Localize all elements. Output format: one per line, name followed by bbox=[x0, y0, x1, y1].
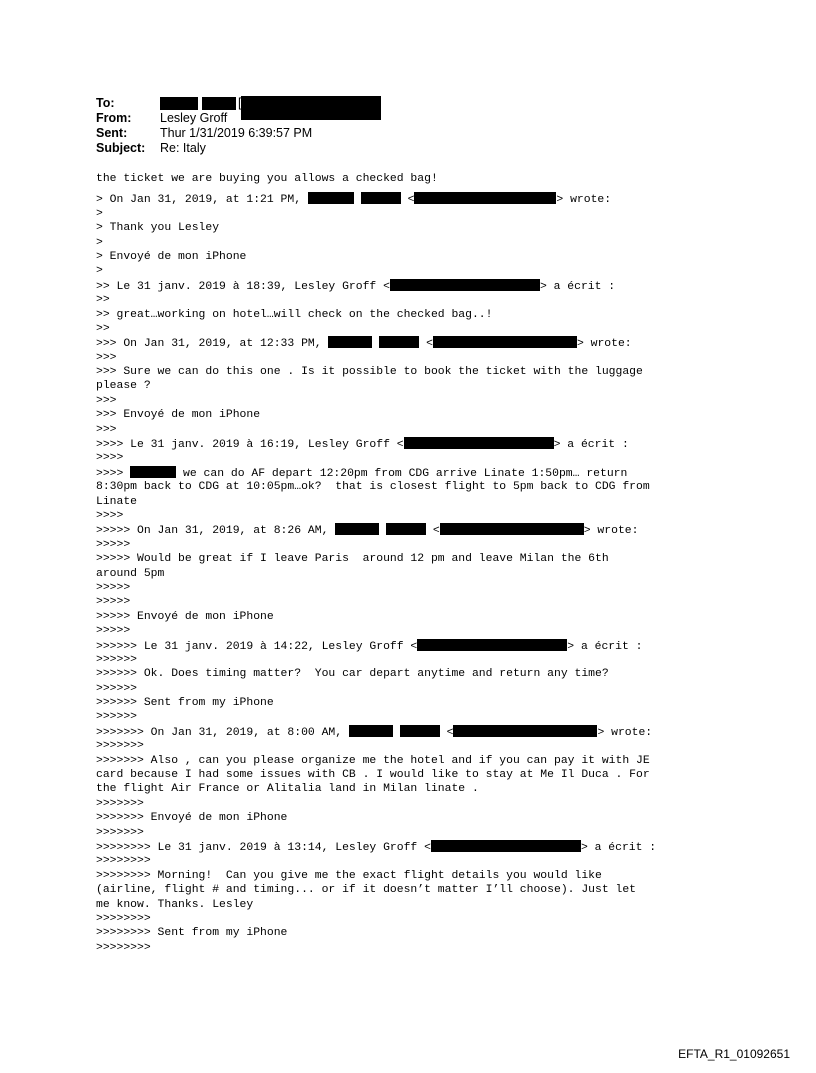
redaction bbox=[453, 725, 597, 737]
body-line: >>>>>> Le 31 janv. 2019 à 14:22, Lesley Groff < > a écrit : bbox=[96, 640, 643, 653]
body-line: (airline, flight # and timing... or if it doesn’t matter I’ll choose). Just let bbox=[96, 884, 637, 897]
body-line: >>>> Le 31 janv. 2019 à 16:19, Lesley Groff < > a écrit : bbox=[96, 439, 629, 452]
email-header bbox=[96, 96, 381, 156]
body-line: >> Le 31 janv. 2019 à 18:39, Lesley Groff < > a écrit : bbox=[96, 280, 616, 293]
body-line: >>> Sure we can do this one . Is it possible to book the ticket with the luggage bbox=[96, 366, 643, 379]
subject-row bbox=[96, 141, 381, 156]
redaction bbox=[390, 279, 540, 291]
body-line: >>>>>>>> Sent from my iPhone bbox=[96, 927, 288, 940]
from-label: From: bbox=[96, 111, 132, 125]
body-line: >>>>>> bbox=[96, 682, 138, 695]
redaction bbox=[202, 97, 236, 110]
body-line: >>>>>> Ok. Does timing matter? You car depart anytime and return any time? bbox=[96, 668, 609, 681]
redaction bbox=[433, 336, 577, 348]
body-line: >> bbox=[96, 294, 110, 307]
body-line: >>>>> bbox=[96, 581, 131, 594]
to-label: To: bbox=[96, 96, 115, 110]
body-line: >>>>>>> On Jan 31, 2019, at 8:00 AM, < > wrote: bbox=[96, 726, 653, 739]
body-line: Linate bbox=[96, 495, 138, 508]
body-line: >>> Envoyé de mon iPhone bbox=[96, 409, 261, 422]
redaction bbox=[349, 725, 393, 737]
redaction bbox=[130, 466, 176, 478]
body-line: > bbox=[96, 265, 103, 278]
body-line: >>>> bbox=[96, 509, 124, 522]
body-line: >>>>>> bbox=[96, 711, 138, 724]
body-line: >>>>> On Jan 31, 2019, at 8:26 AM, < > wrote: bbox=[96, 525, 639, 538]
body-line: >>>>> bbox=[96, 596, 131, 609]
body-line: >>>>>>>> bbox=[96, 941, 151, 954]
body-line: > Envoyé de mon iPhone bbox=[96, 250, 247, 263]
body-line: >>>> we can do AF depart 12:20pm from CDG arrive Linate 1:50pm… return bbox=[96, 467, 628, 480]
body-line: >>>>> Would be great if I leave Paris around 12 pm and leave Milan the 6th bbox=[96, 553, 609, 566]
sent-row bbox=[96, 126, 381, 141]
body-line: >>>>> bbox=[96, 538, 131, 551]
body-line: me know. Thanks. Lesley bbox=[96, 898, 254, 911]
document-id: EFTA_R1_01092651 bbox=[678, 1047, 790, 1061]
body-line: >>>>>>>> Le 31 janv. 2019 à 13:14, Lesley Groff < > a écrit : bbox=[96, 841, 657, 854]
to-row bbox=[96, 96, 381, 111]
redaction bbox=[386, 523, 426, 535]
body-line: >>>>>>>> bbox=[96, 912, 151, 925]
body-line: >>>> bbox=[96, 452, 124, 465]
subject-value: Re: Italy bbox=[160, 141, 206, 155]
body-line: please ? bbox=[96, 380, 151, 393]
redaction bbox=[431, 840, 581, 852]
body-line: >> bbox=[96, 322, 110, 335]
body-line: card because I had some issues with CB . I would like to stay at Me Il Duca . For bbox=[96, 769, 650, 782]
redaction bbox=[417, 639, 567, 651]
body-line: > bbox=[96, 207, 103, 220]
body-line: >> great…working on hotel…will check on the checked bag..! bbox=[96, 308, 493, 321]
redaction bbox=[361, 192, 401, 204]
redaction bbox=[414, 192, 556, 204]
redaction bbox=[308, 192, 354, 204]
redaction bbox=[160, 97, 198, 110]
body-line: >>>>>>> bbox=[96, 740, 144, 753]
body-line: >>>>>>> Also , can you please organize me the hotel and if you can pay it with JE bbox=[96, 754, 650, 767]
redaction bbox=[335, 523, 379, 535]
body-line: >>>>>>> bbox=[96, 797, 144, 810]
body-line: > On Jan 31, 2019, at 1:21 PM, < > wrote: bbox=[96, 194, 612, 207]
body-line: >>>>> bbox=[96, 625, 131, 638]
body-line: >>>>>>>> Morning! Can you give me the exact flight details you would like bbox=[96, 869, 602, 882]
body-line: >>> bbox=[96, 423, 117, 436]
email-body bbox=[96, 172, 756, 955]
body-line: >>>>>>> Envoyé de mon iPhone bbox=[96, 812, 288, 825]
body-line: >>> bbox=[96, 351, 117, 364]
to-bracket: [ bbox=[238, 96, 242, 110]
redaction bbox=[440, 523, 584, 535]
redaction bbox=[404, 437, 554, 449]
redaction bbox=[400, 725, 440, 737]
body-line: >>>>>> bbox=[96, 653, 138, 666]
redaction bbox=[241, 96, 381, 120]
body-line: >>> On Jan 31, 2019, at 12:33 PM, < > wrote: bbox=[96, 338, 632, 351]
body-line: > Thank you Lesley bbox=[96, 222, 220, 235]
body-line: >>> bbox=[96, 394, 117, 407]
sent-value: Thur 1/31/2019 6:39:57 PM bbox=[160, 126, 313, 140]
body-line: > bbox=[96, 236, 103, 249]
redaction bbox=[328, 336, 372, 348]
body-line: around 5pm bbox=[96, 567, 165, 580]
from-value: Lesley Groff bbox=[160, 111, 228, 125]
body-line: the flight Air France or Alitalia land in Milan linate . bbox=[96, 783, 479, 796]
body-line: the ticket we are buying you allows a checked bag! bbox=[96, 173, 438, 185]
body-line: >>>>>> Sent from my iPhone bbox=[96, 697, 274, 710]
body-line: >>>>>>> bbox=[96, 826, 144, 839]
sent-label: Sent: bbox=[96, 126, 128, 140]
subject-label: Subject: bbox=[96, 141, 146, 155]
body-line: >>>>>>>> bbox=[96, 855, 151, 868]
body-line: 8:30pm back to CDG at 10:05pm…ok? that is closest flight to 5pm back to CDG from bbox=[96, 481, 650, 494]
redaction bbox=[379, 336, 419, 348]
body-line: >>>>> Envoyé de mon iPhone bbox=[96, 610, 274, 623]
